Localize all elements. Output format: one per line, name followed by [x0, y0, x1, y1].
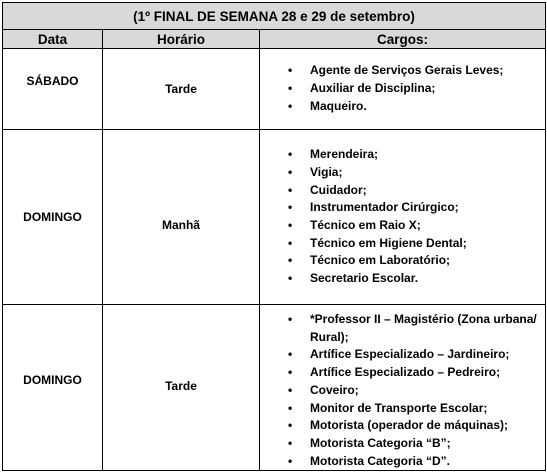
cell-data: [3, 305, 103, 471]
schedule-table: [2, 2, 546, 471]
cell-data: [3, 130, 103, 305]
role-name: Técnico em Higiene Dental;: [310, 235, 467, 250]
role-name: Coveiro;: [310, 382, 359, 397]
role-name: Artífice Especializado – Pedreiro;: [310, 365, 501, 380]
bullet-icon: •: [288, 382, 293, 397]
role-name: Motorista Categoria “D”.: [310, 453, 451, 468]
list-item: [288, 146, 545, 164]
list-item: [288, 235, 545, 253]
day-label: DOMINGO: [23, 372, 82, 387]
list-item: [288, 62, 545, 80]
roles-list: [260, 305, 545, 470]
bullet-icon: •: [288, 453, 293, 468]
list-item: [288, 417, 545, 435]
list-item: [288, 80, 545, 98]
role-name: Maqueiro.: [310, 98, 367, 113]
table-title-row: [3, 3, 546, 30]
role-name: Secretario Escolar.: [310, 271, 419, 286]
cell-horario: [103, 130, 260, 305]
shift-label: Tarde: [165, 378, 197, 393]
role-name: Cuidador;: [310, 182, 367, 197]
day-label: DOMINGO: [23, 210, 82, 224]
table-header-row: [3, 30, 546, 49]
bullet-icon: •: [288, 253, 293, 268]
shift-label: Manhã: [161, 218, 200, 232]
list-item: [288, 199, 545, 217]
list-item: [288, 164, 545, 182]
role-name: Motorista (operador de máquinas);: [310, 418, 509, 433]
day-label: SÁBADO: [26, 74, 79, 88]
roles-list: [260, 62, 545, 115]
cell-cargos: [260, 305, 546, 471]
role-name: Auxiliar de Disciplina;: [310, 81, 436, 96]
role-name: *Professor II – Magistério (Zona urbana/ Rural);: [310, 312, 537, 344]
list-item: [288, 217, 545, 235]
bullet-icon: •: [288, 164, 293, 179]
cell-horario: [103, 305, 260, 471]
list-item: [288, 252, 545, 270]
role-name: Agente de Serviços Gerais Leves;: [310, 63, 504, 78]
bullet-icon: •: [288, 218, 293, 232]
bullet-icon: •: [288, 147, 293, 162]
header-cargos: Cargos:: [260, 30, 546, 49]
cell-cargos: [260, 49, 546, 130]
role-name: Monitor de Transporte Escolar;: [310, 400, 488, 415]
role-name: Técnico em Laboratório;: [310, 253, 451, 268]
list-item: [288, 98, 545, 116]
header-horario: Horário: [103, 30, 260, 49]
list-item: [288, 270, 545, 288]
table-row: [3, 49, 546, 130]
list-item: [288, 435, 545, 453]
cell-data: [3, 49, 103, 130]
list-item: [288, 453, 545, 471]
role-name: Instrumentador Cirúrgico;: [310, 200, 459, 215]
cell-cargos: [260, 130, 546, 305]
header-data: Data: [3, 30, 103, 49]
role-name: Artífice Especializado – Jardineiro;: [310, 347, 510, 362]
bullet-icon: •: [288, 435, 293, 450]
bullet-icon: •: [288, 200, 293, 215]
table-row: [3, 130, 546, 305]
shift-label: Tarde: [165, 82, 197, 96]
bullet-icon: •: [288, 418, 293, 433]
roles-list: [260, 146, 545, 288]
bullet-icon: •: [288, 235, 293, 250]
bullet-icon: •: [288, 312, 293, 326]
bullet-icon: •: [288, 365, 293, 380]
bullet-icon: •: [288, 400, 293, 415]
list-item: [288, 400, 545, 418]
role-name: Motorista Categoria “B”;: [310, 435, 451, 450]
bullet-icon: •: [288, 98, 293, 113]
bullet-icon: •: [288, 81, 293, 96]
list-item: [288, 346, 545, 364]
table-title: (1º FINAL DE SEMANA 28 e 29 de setembro): [3, 3, 546, 30]
bullet-icon: •: [288, 63, 293, 78]
bullet-icon: •: [288, 182, 293, 197]
bullet-icon: •: [288, 271, 293, 286]
list-item: [288, 382, 545, 400]
role-name: Merendeira;: [310, 147, 379, 162]
role-name: Vigia;: [310, 164, 343, 179]
list-item: [288, 311, 545, 346]
bullet-icon: •: [288, 347, 293, 362]
table-row: [3, 305, 546, 471]
role-name: Técnico em Raio X;: [310, 218, 421, 232]
cell-horario: [103, 49, 260, 130]
list-item: [288, 182, 545, 200]
list-item: [288, 364, 545, 382]
